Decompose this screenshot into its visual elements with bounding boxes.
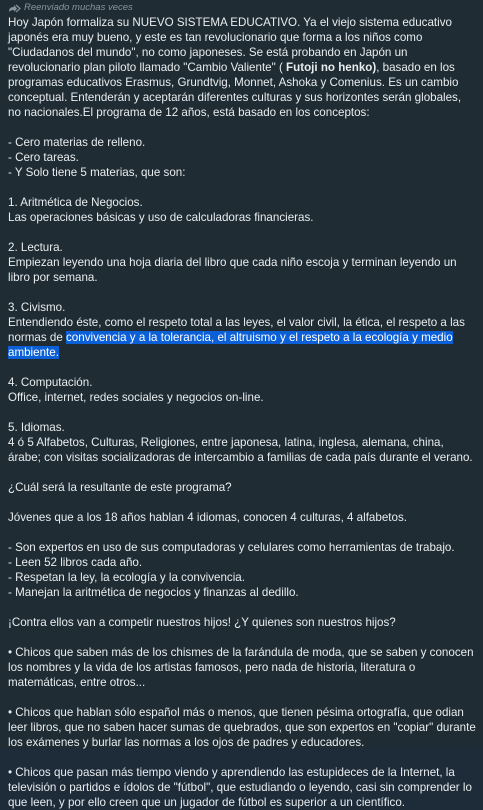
question-text: ¿Cuál será la resultante de este programa?: [8, 481, 232, 494]
subject-title: 1. Aritmética de Negocios.: [8, 196, 143, 209]
result-item: - Leen 52 libros cada año.: [8, 556, 143, 569]
double-arrow-forward-icon: [8, 4, 21, 13]
subject-title: 4. Computación.: [8, 376, 93, 389]
compete-text: ¡Contra ellos van a competir nuestros hijos! ¿Y quienes son nuestros hijos?: [8, 616, 396, 629]
forwarded-label: Reenviado muchas veces: [24, 2, 133, 13]
result-item: - Respetan la ley, la ecología y la convivencia.: [8, 571, 245, 584]
subject-title: 2. Lectura.: [8, 241, 63, 254]
subject-title: 5. Idiomas.: [8, 421, 65, 434]
concept-item: - Cero materias de relleno.: [8, 136, 146, 149]
subject-body: [8, 315, 477, 360]
concept-item: - Y Solo tiene 5 materias, que son:: [8, 166, 186, 179]
intro-paragraph: [8, 15, 477, 120]
forwarded-indicator: [8, 2, 477, 14]
bullet-item: • Chicos que pasan más tiempo viendo y aprendiendo las estupideces de la Internet, la televisión o partidos e ídolos de "fútbol", que estudiando o leyendo, casi sin comprender lo que leen, y por ello creen que un jugador de fútbol es superior a un científico.: [8, 766, 472, 809]
bullet-item: • Chicos que saben más de los chismes de la farándula de moda, que se saben y conocen los nombres y la vida de los artistas famosos, pero nada de historia, literatura o matemáticas, entre otros...: [8, 646, 474, 689]
intro-text-1: Hoy Japón formaliza su NUEVO SISTEMA EDUCATIVO. Ya el viejo sistema educativo japonés era muy bueno, y este es tan revolucionario que forma a los niños como "Ciudadanos del mundo", no como japoneses. Se está probando en Japón un revolucionario plan piloto llamado "Cambio Valiente" (: [8, 16, 452, 74]
selected-text[interactable]: convivencia y a la tolerancia, el altruismo y el respeto a la ecología y medio ambiente.: [8, 331, 453, 359]
subject-title: 3. Civismo.: [8, 301, 66, 314]
bullet-item: • Chicos que hablan sólo español más o menos, que tienen pésima ortografía, que odian leer libros, que no saben hacer sumas de quebrados, que son expertos en "copiar" durante los exámenes y burlar las normas a los ojos de padres y educadores.: [8, 706, 476, 749]
subject-body-text: Entendiendo éste, como el respeto total a las leyes, el valor civil, la ética, el respeto a las normas de: [8, 316, 465, 344]
subject-body: Las operaciones básicas y uso de calculadoras financieras.: [8, 211, 314, 224]
subject-body: Office, internet, redes sociales y negocios on-line.: [8, 391, 264, 404]
concept-item: - Cero tareas.: [8, 151, 79, 164]
subject-body: 4 ó 5 Alfabetos, Culturas, Religiones, entre japonesa, latina, inglesa, alemana, china, árabe; con visitas socializadoras de intercambio a familias de cada país durante el verano.: [8, 436, 473, 464]
intro-text-2: , basado en los programas educativos Erasmus, Grundtvig, Monnet, Ashoka y Comenius. Es un cambio conceptual. Entenderán y aceptarán diferentes culturas y sus horizontes serán globales, no nacionales.El programa de 12 años, está basado en los conceptos:: [8, 61, 462, 119]
result-item: - Son expertos en uso de sus computadoras y celulares como herramientas de trabajo.: [8, 541, 455, 554]
intro-bold-text: Futoji no henko): [286, 61, 377, 74]
result-text: Jóvenes que a los 18 años hablan 4 idiomas, conocen 4 culturas, 4 alfabetos.: [8, 511, 407, 524]
subject-body: Empiezan leyendo una hoja diaria del libro que cada niño escoja y terminan leyendo un libro por semana.: [8, 256, 457, 284]
result-item: - Manejan la aritmética de negocios y finanzas al dedillo.: [8, 586, 299, 599]
message-text[interactable]: [8, 15, 477, 810]
